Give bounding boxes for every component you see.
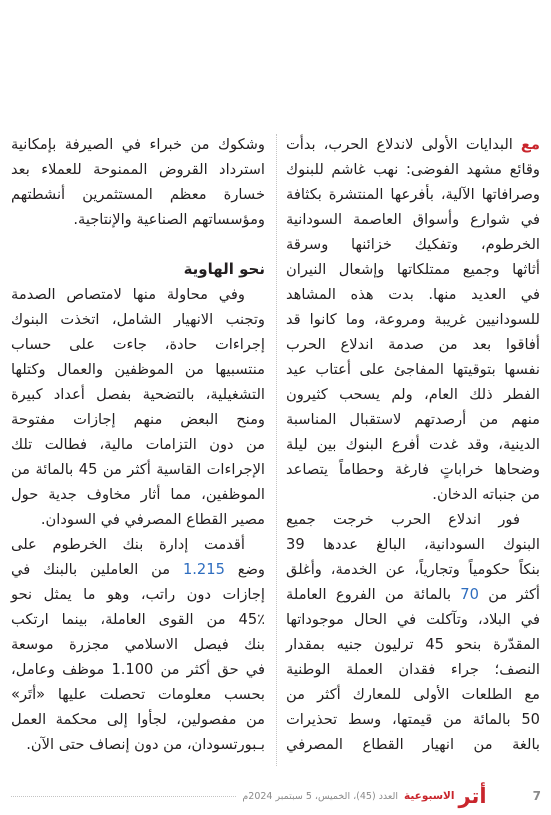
text-segment: وضع <box>224 561 266 578</box>
text-line <box>11 582 265 607</box>
text-segment: بالمائة من الفروع العاملة <box>286 586 461 603</box>
line-text: في العديد منها. بدت هذه المشاهد <box>286 286 540 303</box>
text-line <box>286 382 540 407</box>
section-body <box>11 282 265 757</box>
article-column-right <box>286 132 540 757</box>
text-segment: البدايات الأولى لاندلاع الحرب، بدأت <box>286 136 521 153</box>
line-text: في حق أكثر من 1.100 موظف وعامل، <box>11 661 265 678</box>
line-text: الخرطوم، وتفكيك خزائنها وسرقة <box>286 236 540 253</box>
line-text: وتجنب الانهيار الشامل، اتخذت البنوك <box>11 311 265 328</box>
text-segment: أكثر من <box>478 586 540 603</box>
line-text: منهم من أرصدتهم لاستقبال المناسبة <box>286 411 540 428</box>
text-line <box>286 482 540 507</box>
text-line <box>11 657 265 682</box>
line-text: بنك فيصل الاسلامي مجزرة موسعة <box>11 636 265 653</box>
line-text: من جنباته الدخان. <box>432 486 540 503</box>
line-text: إجازات دون راتب، وهو ما يمثل نحو <box>11 586 265 603</box>
line-text: أثاثها وجميع ممتلكاتها وإشعال النيران <box>286 261 540 278</box>
line-text: بحسب معلومات تحصلت عليها «أتَر» <box>11 686 265 703</box>
text-line <box>11 457 265 482</box>
lead-word: مع <box>520 136 540 153</box>
text-line <box>286 232 540 257</box>
text-line <box>286 307 540 332</box>
text-line <box>11 407 265 432</box>
text-line <box>11 482 265 507</box>
line-text: النصف؛ جراء فقدان العملة الوطنية <box>286 661 540 678</box>
line-text: 50 بالمائة من قيمتها، وسط تحذيرات <box>286 711 540 728</box>
line-text: وضحاها خراباتٍ فارغة وحطاماً يتصاعد <box>286 461 540 478</box>
line-text: ومؤسساتهم الصناعية والإنتاجية. <box>73 211 265 228</box>
text-line <box>11 532 265 557</box>
text-line <box>286 607 540 632</box>
line-text: الفطر ذلك العام، ولم يسحب كثيرون <box>286 386 540 403</box>
paragraph <box>11 532 265 757</box>
text-line <box>286 407 540 432</box>
text-line <box>286 257 540 282</box>
text-line <box>11 607 265 632</box>
continued-text <box>11 132 265 232</box>
article-column-left <box>11 132 265 757</box>
line-text: في شوارع وأسواق العاصمة السودانية <box>286 211 540 228</box>
text-line <box>286 657 540 682</box>
text-line <box>11 382 265 407</box>
text-line <box>286 157 540 182</box>
text-line <box>11 332 265 357</box>
text-line <box>11 632 265 657</box>
text-line <box>11 207 265 232</box>
line-text: نفسها بتوقيتها المفاجئ على أعتاب عيد <box>286 361 540 378</box>
text-segment: من العاملين بالبنك في <box>11 561 183 578</box>
paragraph <box>286 507 540 757</box>
line-text: بالغة من انهيار القطاع المصرفي <box>286 736 540 753</box>
line-text: المقدّرة بنحو 45 ترليون جنيه بمقدار <box>286 636 541 653</box>
line-text: وقائع مشهد الفوضى: نهب غاشم للبنوك <box>286 161 540 178</box>
line-text: فور اندلاع الحرب خرجت جميع <box>286 511 520 528</box>
text-line <box>11 357 265 382</box>
highlighted-number: 1.215 <box>182 561 225 578</box>
text-line <box>286 457 540 482</box>
line-text: وشكوك من خبراء في الصيرفة بإمكانية <box>11 136 265 153</box>
text-line <box>286 507 540 532</box>
text-line <box>11 507 265 532</box>
line-text: خسارة معظم المستثمرين أنشطتهم <box>11 186 265 203</box>
line-text: إجراءات حادة، جاءت على حساب <box>11 336 265 353</box>
paragraph-gap <box>11 232 265 257</box>
edition-label: الاسبوعية <box>404 790 455 802</box>
section-heading: نحو الهاوية <box>183 260 265 278</box>
line-text <box>286 136 540 153</box>
text-line <box>286 632 540 657</box>
text-line <box>11 732 265 757</box>
column-body <box>286 132 540 757</box>
text-line <box>11 282 265 307</box>
text-line <box>286 132 540 157</box>
text-line <box>286 582 540 607</box>
page-footer <box>11 784 541 808</box>
line-text: بنكاً حكومياً وتجارياً، عن الخدمة، وأغلق <box>286 561 540 578</box>
line-text: من دون التزامات مالية، فطالت تلك <box>11 436 265 453</box>
line-text: البنوك السودانية، البالغ عددها 39 <box>286 536 540 553</box>
line-text: للسودانيين غريبة ومروعة، وما كانوا قد <box>286 311 540 328</box>
text-line <box>286 282 540 307</box>
line-text: بـبورتسودان، من دون إنصاف حتى الآن. <box>26 736 265 753</box>
line-text: 45٪ من القوى العاملة، بينما ارتكب <box>11 611 265 628</box>
footer-rule <box>11 796 236 797</box>
text-line <box>11 432 265 457</box>
paragraph <box>286 132 540 507</box>
paragraph <box>11 132 265 232</box>
text-line <box>286 357 540 382</box>
line-text: وصرافاتها الآلية، بأفرعها المنتشرة بكثافة <box>286 186 540 203</box>
text-line <box>11 182 265 207</box>
line-text: الموظفين، مما أثار مخاوف جدية حول <box>11 486 265 503</box>
line-text: منتسبيها من الموظفين والعمال وكتلها <box>11 361 265 378</box>
text-line <box>286 332 540 357</box>
text-line <box>11 557 265 582</box>
line-text: الدينية، وقد غدت أفرع البنوك بين ليلة <box>286 436 540 453</box>
text-line <box>11 132 265 157</box>
text-line <box>286 707 540 732</box>
line-text <box>286 586 540 603</box>
text-line <box>11 157 265 182</box>
highlighted-number: 70 <box>460 586 479 603</box>
line-text: التشغيلية، بالتضحية بفصل أعداد كبيرة <box>11 386 265 403</box>
line-text <box>11 561 265 578</box>
text-line <box>286 732 540 757</box>
column-divider <box>276 134 277 766</box>
line-text: أقدمت إدارة بنك الخرطوم على <box>11 536 245 553</box>
line-text: ومنح البعض منهم إجازات مفتوحة <box>11 411 265 428</box>
line-text: مع الطلعات الأولى للمعارك أكثر من <box>286 686 540 703</box>
line-text: استرداد القروض الممنوحة للعملاء بعد <box>11 161 265 178</box>
line-text: وفي محاولة منها لامتصاص الصدمة <box>11 286 245 303</box>
text-line <box>286 432 540 457</box>
line-text: في البلاد، وتآكلت في الحال موجوداتها <box>286 611 540 628</box>
text-line <box>11 707 265 732</box>
text-line <box>286 532 540 557</box>
publication-logo: أتر <box>458 784 487 808</box>
page-number: 7 <box>532 789 541 803</box>
line-text: مصير القطاع المصرفي في السودان. <box>40 511 265 528</box>
text-line <box>286 682 540 707</box>
line-text: أفاقوا بعد من صدمة اندلاع الحرب <box>286 336 540 353</box>
paragraph <box>11 282 265 532</box>
issue-info: العدد (45)، الخميس، 5 سبتمبر 2024م <box>242 790 399 802</box>
line-text: الإجراءات القاسية أكثر من 45 بالمائة من <box>11 461 266 478</box>
text-line <box>11 307 265 332</box>
text-line <box>286 557 540 582</box>
line-text: من مفصولين، لجأوا إلى محكمة العمل <box>11 711 265 728</box>
text-line <box>286 207 540 232</box>
text-line <box>11 682 265 707</box>
text-line <box>286 182 540 207</box>
